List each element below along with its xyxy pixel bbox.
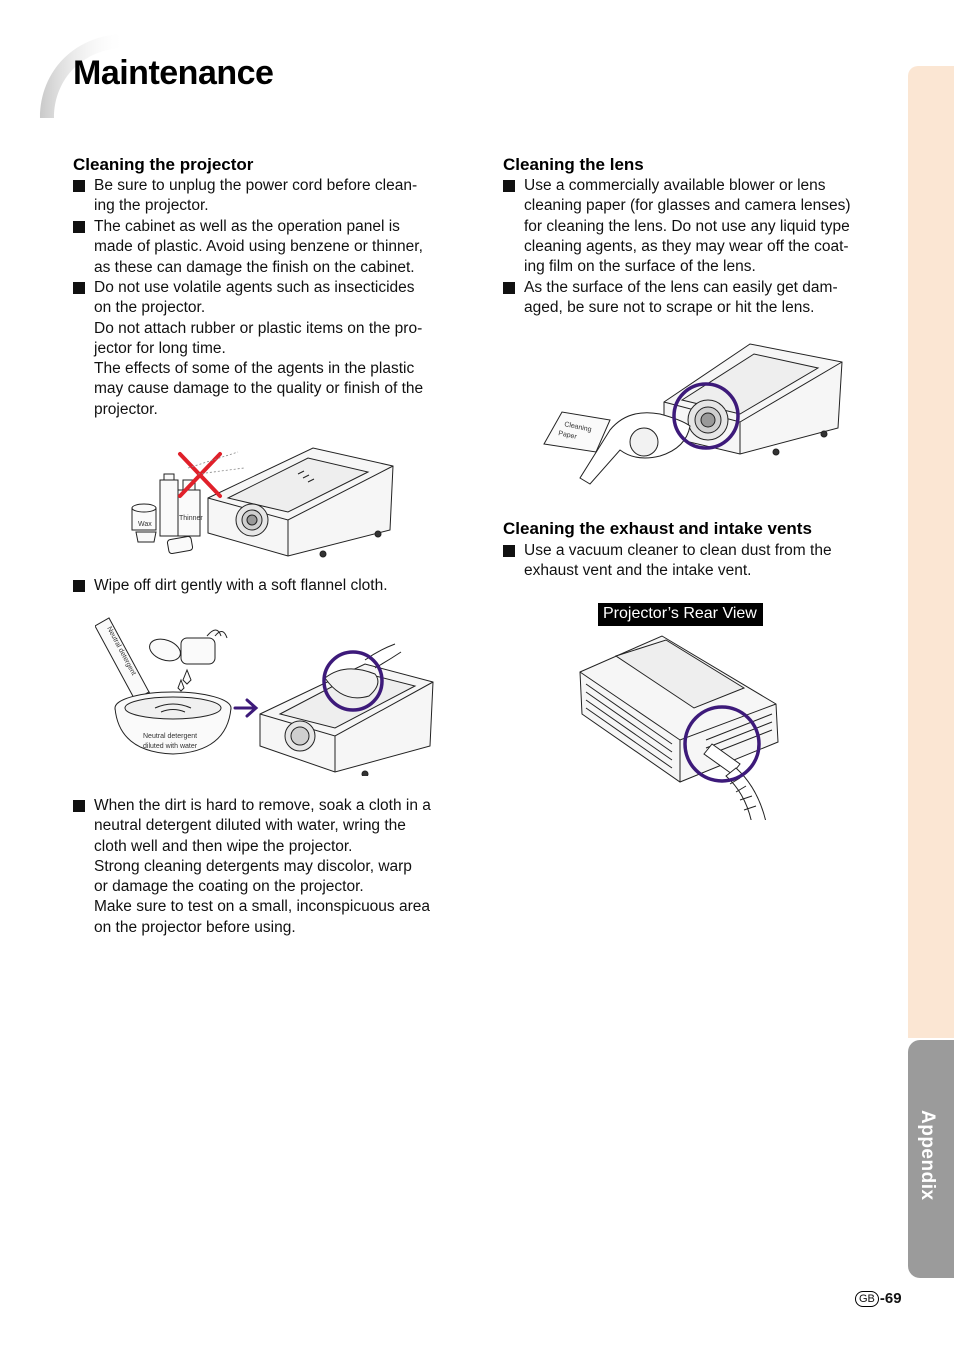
projector-drawing [664,344,842,455]
page-number [855,1290,902,1307]
thinner-label: Thinner [179,515,203,522]
bullet-wipe-flannel [73,576,451,596]
bowl-label-line1: Neutral detergent [143,733,198,740]
bullet-square-icon [73,800,85,812]
bullet-square-icon [73,221,85,233]
bullet-hard-dirt [73,796,451,938]
wax-label: Wax [138,521,152,528]
bullet-square-icon [503,282,515,294]
bullet-text: When the dirt is hard to remove, soak a cloth in a neutral detergent diluted with water, wring the cloth well and then wipe the projector. Strong cleaning detergents may discolor, warp or damage the coating on the projector. Make sure to test on a small, inconspicuous area on the projector before using. [94,797,431,936]
projector-drawing [580,636,778,782]
bullet-square-icon [503,180,515,192]
bullet-square-icon [503,545,515,557]
heading-cleaning-lens: Cleaning the lens [503,155,644,174]
bullet-volatile-agents [73,278,451,420]
side-tab-label: Appendix [917,1110,938,1201]
heading-cleaning-vents: Cleaning the exhaust and intake vents [503,519,812,538]
side-tab-background [908,66,954,1038]
bowl-label-line2: diluted with water [143,743,198,750]
bullet-lens-surface [503,278,881,319]
bullet-blower-paper [503,176,881,277]
gb-badge: GB [855,1291,879,1307]
bullet-text: The cabinet as well as the operation panel is made of plastic. Avoid using benzene or thinner, as these can damage the finish on the cabinet. [94,218,423,276]
illustration-detergent-wipe [95,614,440,776]
bottle-and-hand [147,630,227,691]
bullet-square-icon [73,580,85,592]
bullet-text: Use a vacuum cleaner to clean dust from the exhaust vent and the intake vent. [524,542,832,580]
bullet-vacuum-cleaner [503,541,881,582]
bullet-text: As the surface of the lens can easily get dam- aged, be sure not to scrape or hit the lens. [524,279,838,317]
bullet-text: Do not use volatile agents such as insecticides on the projector. Do not attach rubber or plastic items on the pro- jector for long time. The effects of some of the agents in the plastic may cause damage to the quality or finish of the projector. [94,279,424,418]
illustration-rear-view-vacuum [576,632,790,820]
detergent-tube-label: Neutral detergent [105,625,137,677]
heading-cleaning-projector: Cleaning the projector [73,155,254,174]
bullet-unplug [73,176,451,217]
paper-label-line2: Paper [557,430,578,441]
bullet-text: Wipe off dirt gently with a soft flannel cloth. [94,577,388,594]
page-title: Maintenance [73,54,274,92]
illustration-no-chemicals [128,438,398,560]
bullet-text: Use a commercially available blower or lens cleaning paper (for glasses and camera lenses) for cleaning the lens. Do not use any liquid type cleaning agents, as they may wear off the coat- ing film on the surface of the lens. [524,177,851,276]
bullet-cabinet-plastic [73,217,451,278]
bullet-square-icon [73,282,85,294]
paper-label-line1: Cleaning [563,421,593,434]
illustration-lens-cleaning [540,338,846,486]
arrow-right-icon [235,700,256,716]
projector-drawing [208,448,393,557]
bullet-text: Be sure to unplug the power cord before clean- ing the projector. [94,177,418,215]
rear-view-label: Projector’s Rear View [598,603,763,626]
bullet-square-icon [73,180,85,192]
page-number-value: -69 [879,1290,902,1307]
